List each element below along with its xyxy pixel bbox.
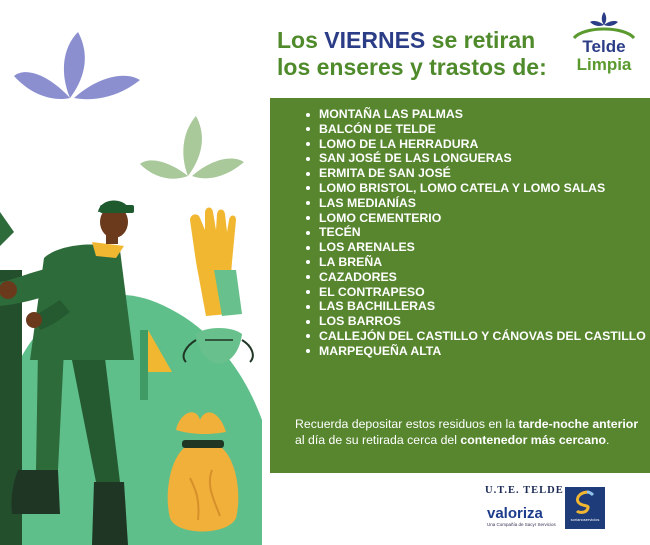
soriano-word: sorianoservicios [570,517,600,522]
headline-post: se retiran los enseres y trastos de: [277,27,547,80]
glove-icon [190,208,242,317]
place-item: MARPEQUEÑA ALTA [303,344,643,359]
place-item: ERMITA DE SAN JOSÉ [303,166,643,181]
place-item: BALCÓN DE TELDE [303,122,643,137]
lavender-leaf-icon [14,32,140,99]
place-item: LOMO BRISTOL, LOMO CATELA Y LOMO SALAS [303,181,643,196]
places-list [303,107,646,359]
place-item: MONTAÑA LAS PALMAS [303,107,643,122]
valoriza-logo [487,506,557,528]
telde-limpia-logo [566,12,642,78]
logo-line-limpia: Limpia [576,55,632,74]
green-leaf-icon [140,116,244,179]
note-bold-time: tarde-noche anterior [518,417,639,431]
place-item: LOS BARROS [303,314,643,329]
note-bold-place: contenedor más cercano [460,433,606,447]
place-item: LA BREÑA [303,255,643,270]
valoriza-word: valoriza [487,505,543,522]
headline-highlight: VIERNES [324,27,426,53]
place-item: TECÉN [303,225,643,240]
illustration [0,0,270,545]
reminder-note: Recuerda depositar estos residuos en la tarde-noche anterior al día de su retirada cerca del contenedor más cercano. [295,417,639,447]
valoriza-tagline: Una Compañía de Sacyr Servicios [487,522,556,527]
headline-pre: Los [277,27,325,53]
place-item: LOS ARENALES [303,240,643,255]
place-item: LAS MEDIANÍAS [303,196,643,211]
collection-scene [0,0,270,545]
headline [277,27,567,81]
ute-label: U.T.E. TELDE [485,485,564,496]
place-item: LOMO DE LA HERRADURA [303,137,643,152]
soriano-logo [565,487,605,529]
place-item: CAZADORES [303,270,643,285]
place-item: CALLEJÓN DEL CASTILLO Y CÁNOVAS DEL CASTILLO [303,329,643,344]
soriano-emblem-icon [565,487,605,517]
place-item: LOMO CEMENTERIO [303,211,643,226]
logo-line-telde: Telde [582,37,626,56]
place-item: EL CONTRAPESO [303,285,643,300]
place-item: LAS BACHILLERAS [303,299,643,314]
place-item: SAN JOSÉ DE LAS LONGUERAS [303,151,643,166]
